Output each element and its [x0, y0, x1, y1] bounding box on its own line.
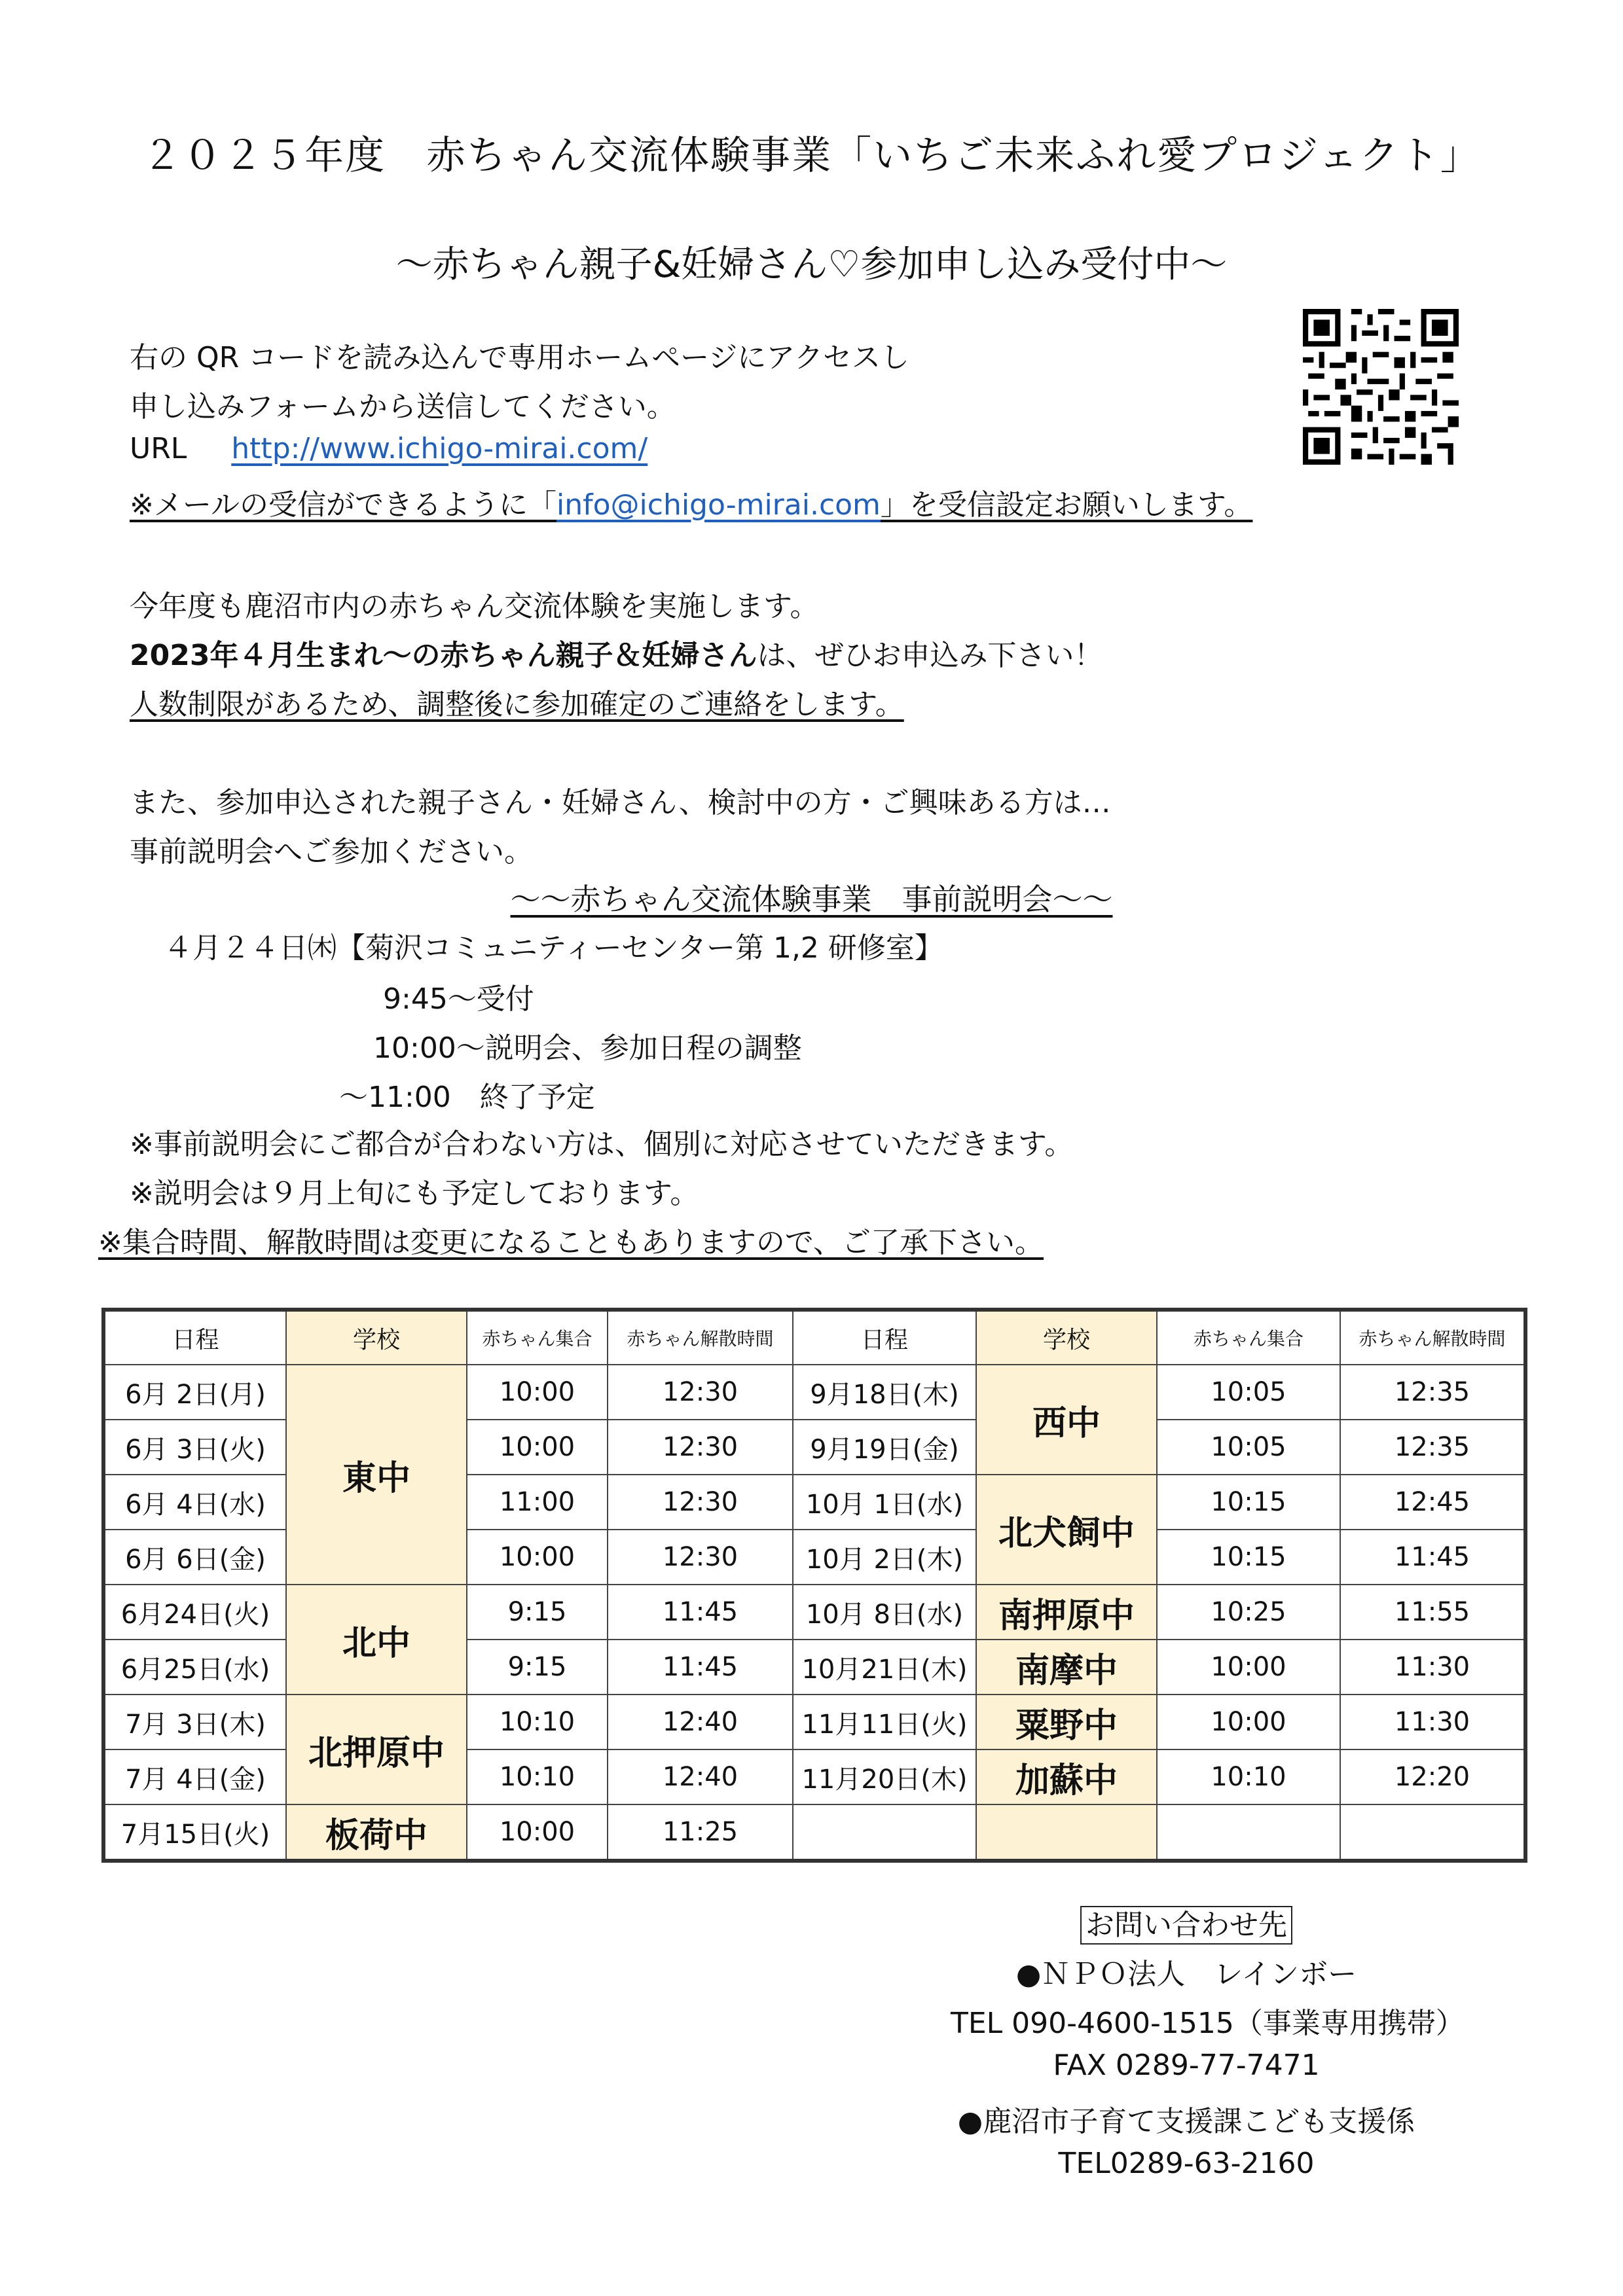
start-cell: 10:25 — [1157, 1585, 1340, 1640]
notice-target: 2023年４月生まれ～の赤ちゃん親子＆妊婦さん — [130, 639, 757, 672]
header-date: 日程 — [793, 1310, 976, 1365]
contact-fax: FAX 0289-77-7471 — [1053, 2049, 1320, 2082]
header-school: 学校 — [286, 1310, 467, 1365]
school-cell: 粟野中 — [976, 1695, 1157, 1749]
notice-line-3: 人数制限があるため、調整後に参加確定のご連絡をします。 — [130, 688, 904, 721]
date-cell: 6月 6日(金) — [103, 1530, 286, 1585]
start-cell: 10:15 — [1157, 1475, 1340, 1530]
school-cell: 南押原中 — [976, 1585, 1157, 1640]
url-link[interactable]: http://www.ichigo-mirai.com/ — [231, 432, 648, 465]
schedule-table — [101, 1308, 1527, 1863]
date-cell: 6月 4日(水) — [103, 1475, 286, 1530]
date-cell: 7月 3日(木) — [103, 1695, 286, 1749]
date-cell: 6月 2日(月) — [103, 1365, 286, 1420]
briefing-time-3: ～11:00 終了予定 — [339, 1081, 595, 1114]
contact-tel-2: TEL0289-63-2160 — [1058, 2147, 1315, 2180]
contact-tel-1: TEL 090-4600-1515（事業専用携帯） — [951, 2007, 1465, 2040]
start-cell: 10:00 — [467, 1420, 608, 1475]
header-start: 赤ちゃん集合 — [467, 1310, 608, 1365]
date-cell: 6月 3日(火) — [103, 1420, 286, 1475]
date-cell: 9月18日(木) — [793, 1365, 976, 1420]
date-cell: 10月 8日(水) — [793, 1585, 976, 1640]
contact-org-1: ●ＮＰＯ法人 レインボー — [1015, 1958, 1357, 1991]
header-end: 赤ちゃん解散時間 — [1340, 1310, 1525, 1365]
empty-cell — [1157, 1804, 1340, 1861]
mail-note-suffix: 」を受信設定お願いします。 — [880, 488, 1253, 522]
school-cell: 北中 — [286, 1585, 467, 1695]
briefing-heading: ～～赤ちゃん交流体験事業 事前説明会～～ — [510, 882, 1113, 917]
date-cell: 10月 1日(水) — [793, 1475, 976, 1530]
page-title: ２０２５年度 赤ちゃん交流体験事業「いちご未来ふれ愛プロジェクト」 — [142, 133, 1481, 179]
intro-line-1: 右の QR コードを読み込んで専用ホームページにアクセスし — [130, 341, 909, 374]
briefing-note-1: ※事前説明会にご都合が合わない方は、個別に対応させていただきます。 — [130, 1128, 1074, 1161]
briefing-line-1: また、参加申込された親子さん・妊婦さん、検討中の方・ご興味ある方は… — [130, 786, 1111, 819]
end-cell: 12:30 — [608, 1420, 793, 1475]
date-cell: 10月21日(木) — [793, 1640, 976, 1695]
header-end: 赤ちゃん解散時間 — [608, 1310, 793, 1365]
notice-line-2-rest: は、ぜひお申込み下さい！ — [757, 639, 1103, 672]
school-cell: 東中 — [286, 1365, 467, 1585]
school-cell: 加蘇中 — [976, 1749, 1157, 1804]
school-cell: 板荷中 — [286, 1804, 467, 1861]
school-cell: 北押原中 — [286, 1695, 467, 1804]
end-cell: 11:55 — [1340, 1585, 1525, 1640]
end-cell: 12:30 — [608, 1365, 793, 1420]
start-cell: 9:15 — [467, 1640, 608, 1695]
briefing-time-1: 9:45～受付 — [383, 982, 534, 1016]
start-cell: 10:00 — [467, 1365, 608, 1420]
header-date: 日程 — [103, 1310, 286, 1365]
notice-line-2 — [130, 632, 1103, 673]
intro-line-2: 申し込みフォームから送信してください。 — [130, 390, 676, 423]
end-cell: 12:35 — [1340, 1365, 1525, 1420]
header-school: 学校 — [976, 1310, 1157, 1365]
end-cell: 11:45 — [608, 1585, 793, 1640]
table-row — [103, 1585, 1525, 1640]
mail-note — [130, 481, 1252, 523]
end-cell: 11:30 — [1340, 1695, 1525, 1749]
end-cell: 12:40 — [608, 1695, 793, 1749]
url-label: URL — [130, 432, 187, 465]
start-cell: 10:15 — [1157, 1530, 1340, 1585]
header-start: 赤ちゃん集合 — [1157, 1310, 1340, 1365]
briefing-note-2: ※説明会は９月上旬にも予定しております。 — [130, 1177, 699, 1210]
end-cell: 12:35 — [1340, 1420, 1525, 1475]
end-cell: 11:45 — [1340, 1530, 1525, 1585]
contact-heading-label: お問い合わせ先 — [1080, 1906, 1292, 1945]
date-cell: 6月25日(水) — [103, 1640, 286, 1695]
start-cell: 10:00 — [467, 1804, 608, 1861]
start-cell: 10:10 — [467, 1695, 608, 1749]
empty-cell — [1340, 1804, 1525, 1861]
date-cell: 7月15日(火) — [103, 1804, 286, 1861]
start-cell: 10:05 — [1157, 1420, 1340, 1475]
start-cell: 10:05 — [1157, 1365, 1340, 1420]
start-cell: 11:00 — [467, 1475, 608, 1530]
school-cell: 北犬飼中 — [976, 1475, 1157, 1585]
end-cell: 11:45 — [608, 1640, 793, 1695]
date-cell: 7月 4日(金) — [103, 1749, 286, 1804]
page-subtitle: ～赤ちゃん親子&妊婦さん♡参加申し込み受付中～ — [395, 243, 1228, 286]
date-cell: 10月 2日(木) — [793, 1530, 976, 1585]
briefing-note-3: ※集合時間、解散時間は変更になることもありますので、ご了承下さい。 — [98, 1226, 1044, 1259]
contact-org-2: ●鹿沼市子育て支援課こども支援係 — [957, 2105, 1415, 2138]
date-cell: 9月19日(金) — [793, 1420, 976, 1475]
start-cell: 10:10 — [1157, 1749, 1340, 1804]
end-cell: 12:40 — [608, 1749, 793, 1804]
school-cell: 西中 — [976, 1365, 1157, 1475]
table-header-row — [103, 1310, 1525, 1365]
mail-link[interactable]: info@ichigo-mirai.com — [556, 488, 881, 522]
url-row — [130, 432, 647, 465]
table-row — [103, 1365, 1525, 1420]
start-cell: 10:00 — [1157, 1695, 1340, 1749]
date-cell: 11月20日(木) — [793, 1749, 976, 1804]
date-cell: 6月24日(火) — [103, 1585, 286, 1640]
start-cell: 10:00 — [467, 1530, 608, 1585]
start-cell: 10:10 — [467, 1749, 608, 1804]
mail-note-prefix: ※メールの受信ができるように「 — [130, 488, 556, 522]
date-cell: 11月11日(火) — [793, 1695, 976, 1749]
start-cell: 9:15 — [467, 1585, 608, 1640]
end-cell: 12:45 — [1340, 1475, 1525, 1530]
end-cell: 11:30 — [1340, 1640, 1525, 1695]
briefing-line-2: 事前説明会へご参加ください。 — [130, 835, 533, 869]
start-cell: 10:00 — [1157, 1640, 1340, 1695]
end-cell: 12:20 — [1340, 1749, 1525, 1804]
briefing-time-2: 10:00～説明会、参加日程の調整 — [373, 1031, 802, 1065]
qr-code-icon[interactable] — [1303, 309, 1459, 465]
end-cell: 11:25 — [608, 1804, 793, 1861]
contact-heading — [951, 1901, 1422, 1943]
empty-cell — [793, 1804, 976, 1861]
end-cell: 12:30 — [608, 1530, 793, 1585]
empty-school-cell — [976, 1804, 1157, 1861]
notice-line-1: 今年度も鹿沼市内の赤ちゃん交流体験を実施します。 — [130, 590, 819, 623]
briefing-date: ４月２４日㈭【菊沢コミュニティーセンター第 1,2 研修室】 — [164, 931, 943, 965]
school-cell: 南摩中 — [976, 1640, 1157, 1695]
table-row — [103, 1695, 1525, 1749]
end-cell: 12:30 — [608, 1475, 793, 1530]
table-row — [103, 1804, 1525, 1861]
